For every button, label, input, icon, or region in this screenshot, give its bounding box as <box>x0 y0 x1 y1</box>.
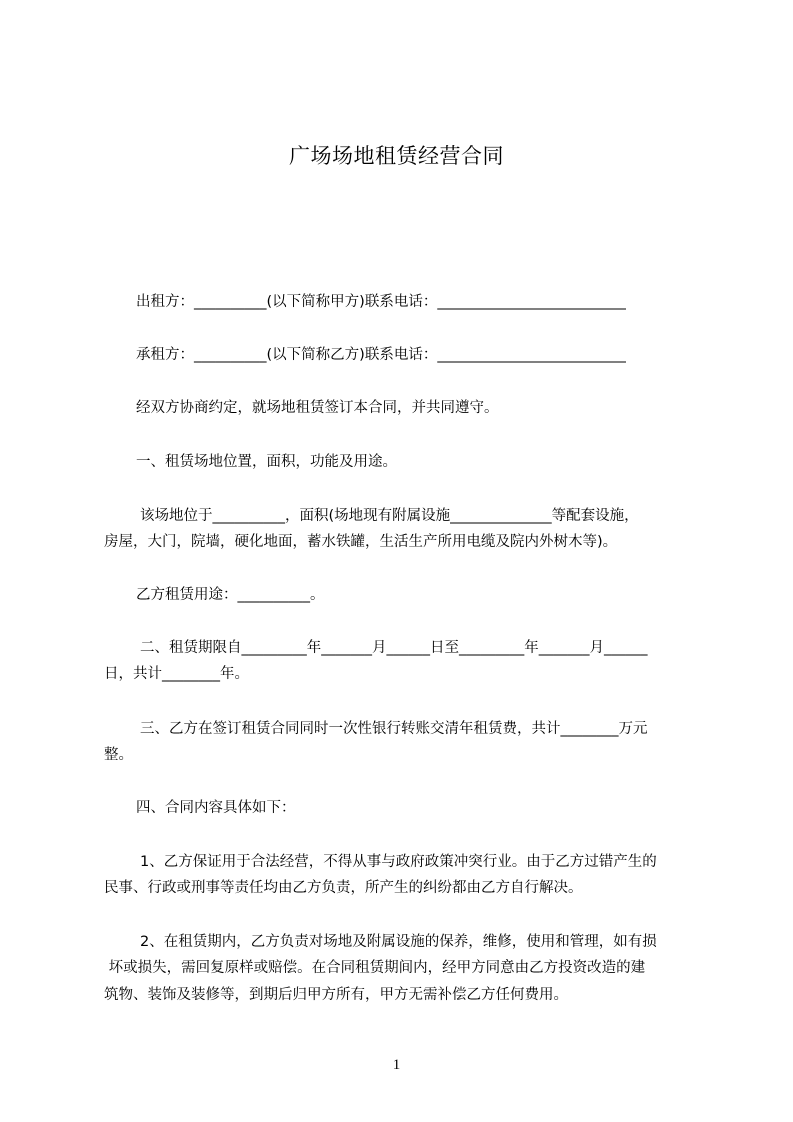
section-1-heading: 一、租赁场地位置，面积，功能及用途。 <box>136 454 397 470</box>
page-number: 1 <box>392 1057 401 1073</box>
section-3-line-2: 整。 <box>104 747 133 763</box>
section-1-location-line-1: 该场地位于__________，面积(场地现有附属设施______________等配套设施， <box>140 508 639 524</box>
lessor-line: 出租方：__________(以下简称甲方)联系电话：__________________________ <box>136 294 626 310</box>
item-2-line-1: 2、在租赁期内，乙方负责对场地及附属设施的保养，维修，使用和管理，如有损 <box>140 934 657 950</box>
section-1-usage-line: 乙方租赁用途：__________。 <box>136 587 325 603</box>
section-3-line-1: 三、乙方在签订租赁合同同时一次性银行转账交清年租赁费，共计________万元 <box>140 721 648 737</box>
preamble-paragraph: 经双方协商约定，就场地租赁签订本合同，并共同遵守。 <box>136 400 499 416</box>
item-2-line-3: 筑物、装饰及装修等，到期后归甲方所有，甲方无需补偿乙方任何费用。 <box>104 987 568 1003</box>
lessee-line: 承租方：__________(以下简称乙方)联系电话：__________________________ <box>136 347 626 363</box>
contract-title: 广场场地租赁经营合同 <box>289 144 504 168</box>
section-2-line-2: 日，共计________年。 <box>104 666 249 682</box>
item-1-line-1: 1、乙方保证用于合法经营，不得从事与政府政策冲突行业。由于乙方过错产生的 <box>140 854 657 870</box>
item-2-line-2: 坏或损失，需回复原样或赔偿。在合同租赁期间内，经甲方同意由乙方投资改造的建 <box>104 960 646 976</box>
section-4-heading: 四、合同内容具体如下： <box>136 800 296 816</box>
section-2-line-1: 二、租赁期限自_________年_______月______日至_________年_______月______ <box>140 640 648 656</box>
section-1-location-line-2: 房屋，大门，院墙，硬化地面，蓄水铁罐，生活生产所用电缆及院内外树木等)。 <box>104 534 618 550</box>
item-1-line-2: 民事、行政或刑事等责任均由乙方负责，所产生的纠纷都由乙方自行解决。 <box>104 880 583 896</box>
